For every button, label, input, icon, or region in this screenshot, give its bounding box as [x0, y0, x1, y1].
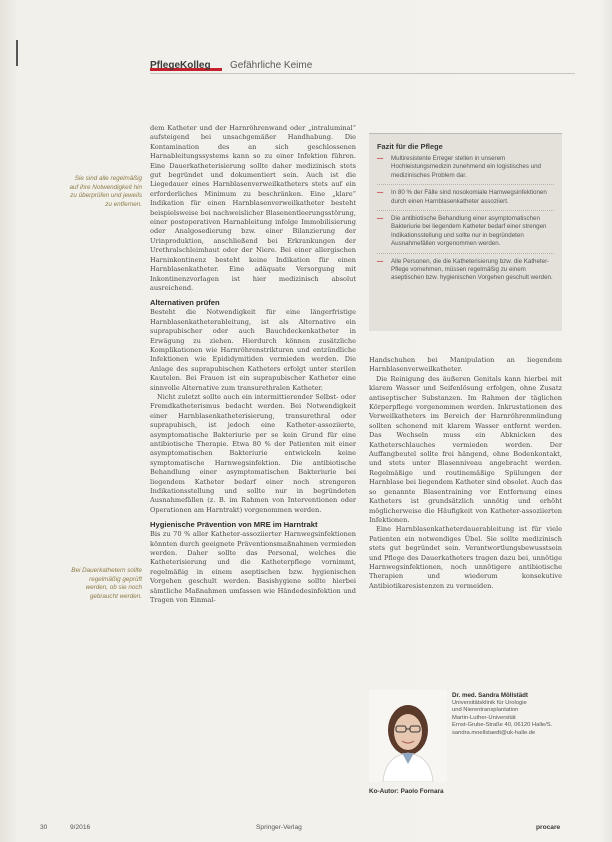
- text-column-left: [150, 124, 356, 816]
- bullet-icon: —: [377, 189, 384, 197]
- coauthor: Ko-Autor: Paolo Fornara: [369, 788, 444, 795]
- magazine-name: procare: [536, 824, 561, 831]
- author-name: Dr. med. Sandra Möllstädt: [452, 692, 528, 699]
- paragraph: Nicht zuletzt sollte auch ein intermittierender Selbst- oder Fremdkatheterismus bedacht werden. Bei Notwendigkeit einer Harnblasenkatheterisierung, transurethral oder suprapubisch, ist jedoch eine Katheter-assoziierte, asymptomatische Bakteriurie per se kein Grund für eine antibiotische Therapie. Etwa 80 % der Patienten mit einer asymptomatischen Bakteriurie entwickeln keine symptomatische Harnwegsinfektion. Die antibiotische Behandlung einer asymptomatischen Bakteriurie bei liegendem Katheter bedarf einer noch strengeren Indikationsstellung und sollte nur in begründeten Ausnahmefällen (z. B. im Rahmen von Interventionen oder Operationen am Harntrakt) vorgenommen werden.: [150, 392, 356, 514]
- header-rule: [150, 73, 575, 74]
- summary-item: — Multiresistente Erreger stellen in unserem Hochleistungsmedizin zunehmend ein logistisches und medizinisches Problem dar.: [377, 155, 554, 185]
- paragraph: dem Katheter und der Harnröhrenwand oder „intraluminal“ aufsteigend bei unsachgemäßer Handhabung. Die Kontamination des an sich geschlossenen Harnableitungssystems kann so zu einer Infektion führen. Eine Dauerkatheterisierung sollte daher medizinisch stets gut begründet und dokumentiert sein. Auch ist die Liegedauer eines Harnblasenverweilkatheters stets auf ein erforderliches Minimum zu beschränken. Eine „klare“ Indikation für einen Harnblasenverweilkatheter besteht beispielsweise bei nachweislicher Blasenentleerungsstörung, einer postoperativen Harnableitung infolge Immobilisierung oder Analgosedierung bzw. einer Bilanzierung der Urinproduktion, anschließend bei Erkrankungen der Urethralschleimhaut oder der Niere. Bei einer allergischen Harninkontinenz besteht keine Indikation für einen Harnblasenkatheter. Eine adäquate Versorgung mit Inkontinenzvorlagen ist hier medizinisch absolut ausreichend.: [150, 124, 356, 292]
- summary-box-title: Fazit für die Pflege: [377, 142, 443, 151]
- summary-item: — Alle Personen, die die Katheterisierung bzw. die Katheter-Pflege vornehmen, müssen regelmäßig zu einem aseptischen bzw. hygienischen Vorgehen geschult werden.: [377, 257, 553, 282]
- text-column-right: [369, 356, 562, 686]
- summary-list: [369, 155, 562, 287]
- section-heading-mre-prevention: Hygienische Prävention von MRE im Harntrakt: [150, 520, 318, 530]
- marginal-note-2: Bei Dauerkathetern sollte regelmäßig geprüft werden, ob sie noch gebraucht werden.: [71, 567, 142, 600]
- section-heading-alternatives: Alternativen prüfen: [150, 298, 220, 308]
- page-number: 30: [40, 824, 48, 831]
- rubric-label: PflegeKolleg: [150, 60, 211, 71]
- marginal-note-1: Sie sind alle regelmäßig auf ihre Notwendigkeit hin zu überprüfen und jeweils zu entfernen.: [69, 175, 142, 208]
- paragraph: Eine Harnblasenkatheterdauerableitung ist für viele Patienten ein notwendiges Übel. Sie sollte medizinisch stets gut begründet sein. Verantwortlungsbewusstsein und Pflege des Dauerkatheters tragen dazu bei, unnötige Harnwegsinfektionen, noch unnötigere antibiotische Therapien und wiederum konsekutive Antibiotikaresistenzen zu vermeiden.: [369, 525, 562, 590]
- binding-mark: [16, 40, 18, 66]
- bullet-icon: —: [377, 257, 384, 265]
- author-email[interactable]: sandra.moellstaedt@uk-halle.de: [452, 729, 536, 736]
- paragraph: Handschuhen bei Manipulation an liegendem Harnblasenverweilkatheter.: [369, 356, 562, 374]
- summary-item: — In 80 % der Fälle sind nosokomiale Harnwegsinfektionen durch einen Harnblasenkatheter assoziiert.: [377, 189, 554, 211]
- summary-box: [369, 133, 562, 331]
- paragraph: Bis zu 70 % aller Katheter-assoziierter Harnwegsinfektionen könnten durch geeignete Präventionsmaßnahmen vermieden werden. Daher sollte das Personal, welches die Katheterisierung und die Katheterpflege vornimmt, regelmäßig in einem aseptischen bzw. hygienischen Vorgehen geschult werden. Basishygiene sollte hierbei sämtliche Maßnahmen umfassen wie Händedesinfektion und Tragen von Einmal-: [150, 530, 356, 605]
- author-affiliation-line: und Nierentransplantation: [452, 707, 519, 714]
- author-address-line: Ernst-Grube-Straße 40, 06120 Halle/S.: [452, 722, 553, 729]
- author-info: [452, 692, 564, 738]
- issue-number: 9/2016: [70, 824, 91, 831]
- publisher-name: Springer-Verlag: [256, 824, 302, 831]
- summary-item: — Die antibiotische Behandlung einer asymptomatischen Bakteriurie bei liegendem Katheter bedarf einer strengen Indikationsstellung und sollte nur in begründeten Ausnahmefällen vorgenommen werden.: [377, 215, 554, 254]
- author-photo: [369, 690, 447, 782]
- author-affiliation-line: Universitätsklinik für Urologie: [452, 699, 527, 706]
- bullet-icon: —: [377, 155, 384, 162]
- paragraph: Die Reinigung des äußeren Genitals kann hierbei mit klarem Wasser und Seifenlösung erfolgen, ohne Zusatz antiseptischer Substanzen. Im Rahmen der täglichen Körperpflege vorgenommen werden. Inkrustationen des Verweilkatheters im Bereich der Harnröhrenmündung sollten schonend mit klarem Wasser entfernt werden. Das Wechseln muss ein Abknicken des Katheterschlauches vermieden werden. Der Auffangbeutel sollte frei hängend, ohne Bodenkontakt, und stets unter Blasenniveau angebracht werden. Regelmäßige und routinemäßige Spülungen der Harnblase bei liegendem Katheter sind obsolet. Auch das so genannte Blasentraining vor Entfernung eines Katheters ist grundsätzlich unnötig und erhöht möglicherweise die Häufigkeit von Katheter-assoziierten Infektionen.: [369, 374, 562, 524]
- paragraph: Besteht die Notwendigkeit für eine längerfristige Harnblasenkatheterableitung, ist als Alternative ein suprapubischer oder auch Bauchdeckenkatheter in Erwägung zu ziehen. Hierdurch können zusätzliche Komplikationen wie Harnröhrenstrikturen und entzündliche Infektionen wie Epididymitiden vermieden werden. Die Anlage des suprapubischen Katheters erfolgt unter sterilen Kautelen. Bei Frauen ist ein suprapubischer Katheter eine sinnvolle Alternative zum transurethralen Katheter.: [150, 308, 356, 392]
- bullet-icon: —: [377, 215, 384, 223]
- rubric-topic: Gefährliche Keime: [230, 60, 313, 71]
- author-affiliation-line: Martin-Luther-Universität: [452, 714, 516, 721]
